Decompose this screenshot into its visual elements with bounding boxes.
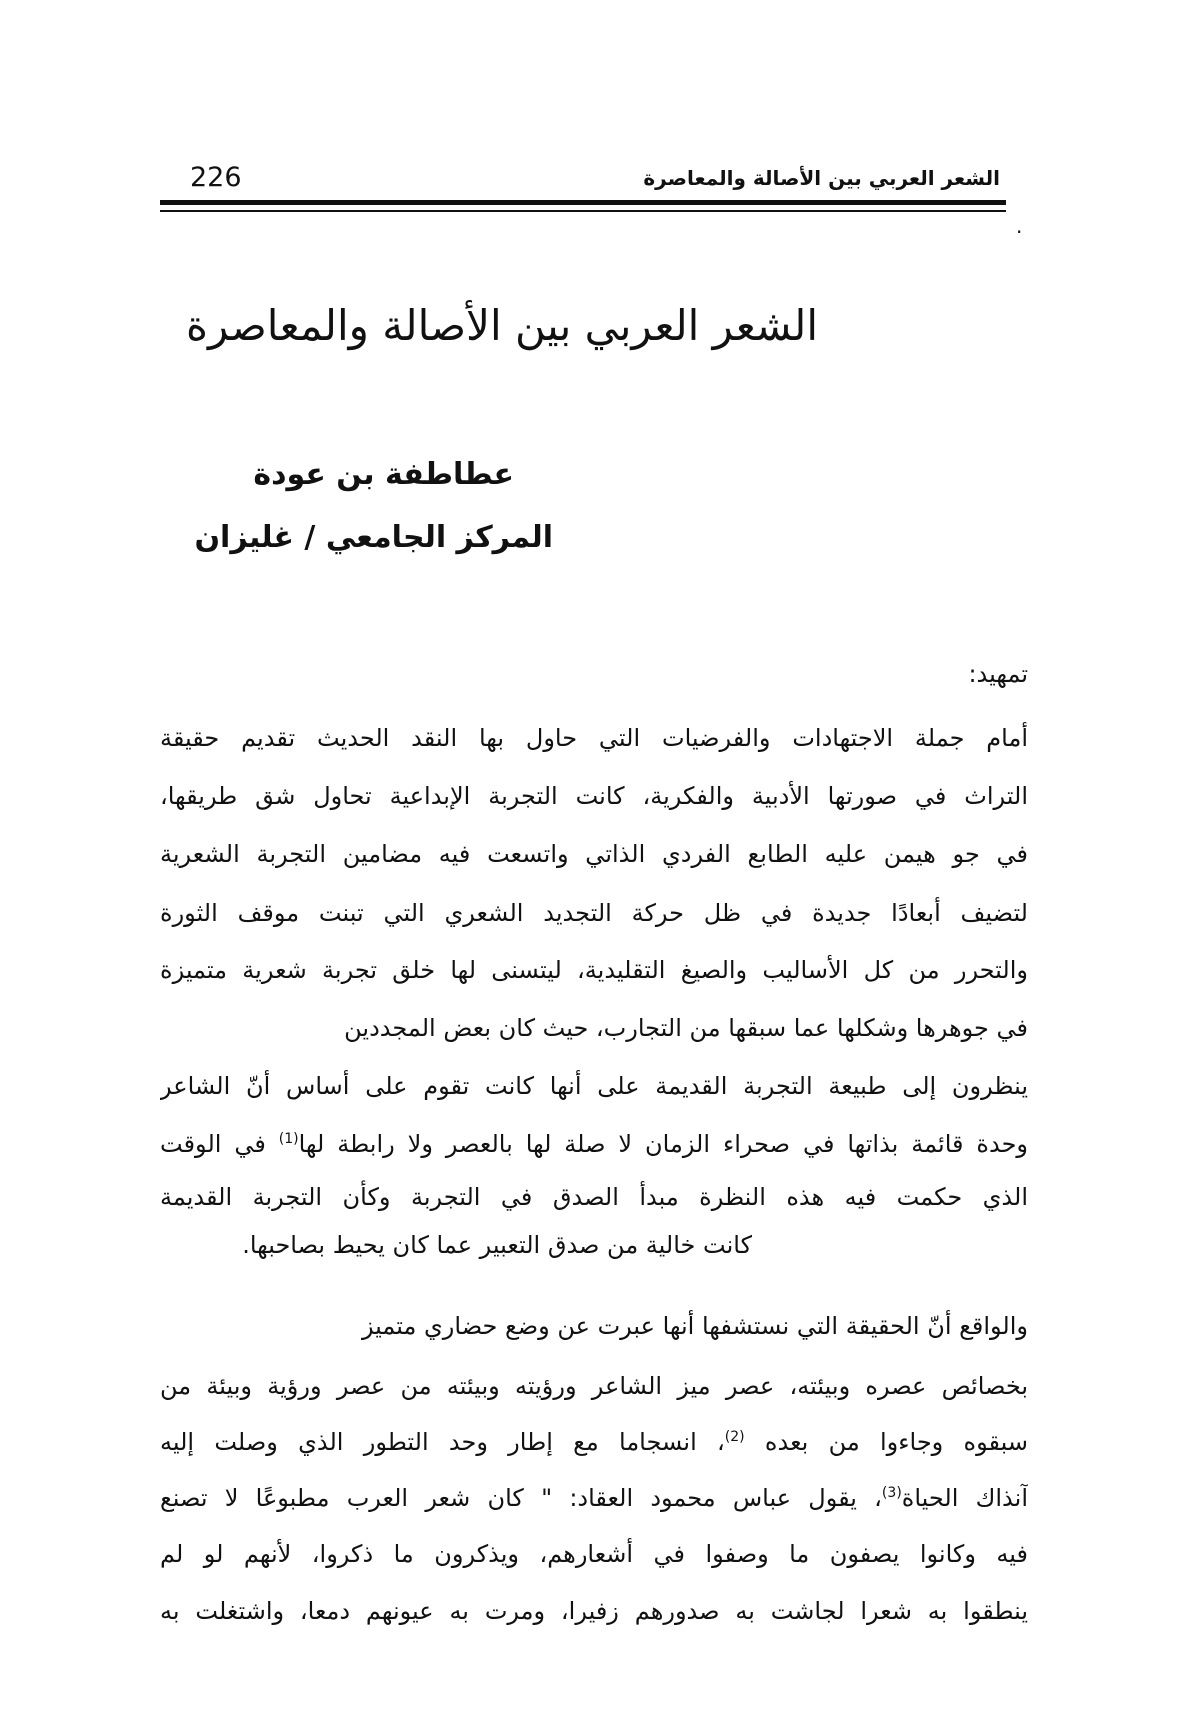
- footnote-ref: (2): [724, 1429, 745, 1445]
- paragraph-line: لتضيف أبعادًا جديدة في ظل حركة التجديد الشعري التي تبنت موقف الثورة: [160, 899, 1028, 927]
- header-rule-thick: [160, 200, 1006, 205]
- paragraph-line: في جو هيمن عليه الطابع الفردي الذاتي واتسعت فيه مضامين التجربة الشعرية: [160, 840, 1028, 868]
- line-text: آنذاك الحياة: [901, 1484, 1028, 1512]
- article-title: الشعر العربي بين الأصالة والمعاصرة: [185, 301, 818, 350]
- running-title: الشعر العربي بين الأصالة والمعاصرة: [643, 166, 1000, 190]
- line-text: سبقوه وجاءوا من بعده: [744, 1428, 1028, 1456]
- paragraph-line-with-footnote: [160, 1124, 1028, 1164]
- line-text: في الوقت: [160, 1130, 279, 1158]
- paragraph-line: والتحرر من كل الأساليب والصيغ التقليدية، ليتسنى لها خلق تجربة شعرية متميزة: [160, 956, 1028, 984]
- line-text: ، انسجاما مع إطار وحد التطور الذي وصلت إليه: [160, 1428, 725, 1456]
- section-heading: تمهيد:: [968, 660, 1028, 688]
- paragraph-line: في جوهرها وشكلها عما سبقها من التجارب، حيث كان بعض المجددين: [344, 1014, 1028, 1042]
- paragraph-line: ينطقوا به شعرا لجاشت به صدورهم زفيرا، ومرت به عيونهم دمعا، واشتغلت به: [160, 1597, 1028, 1625]
- footnote-ref: (3): [881, 1485, 902, 1501]
- stray-mark: .: [1016, 214, 1023, 238]
- author-affiliation: المركز الجامعي / غليزان: [194, 520, 553, 555]
- footnote-ref: (1): [278, 1131, 299, 1147]
- paragraph-line-with-footnote: [160, 1422, 1028, 1462]
- author-name: عطاطفة بن عودة: [253, 457, 514, 492]
- page-number: 226: [190, 162, 242, 193]
- line-text: وحدة قائمة بذاتها في صحراء الزمان لا صلة لها بالعصر ولا رابطة لها: [298, 1130, 1028, 1158]
- paragraph-line: بخصائص عصره وبيئته، عصر ميز الشاعر ورؤيته وبيئته من عصر ورؤية وبيئة من: [160, 1372, 1028, 1400]
- paragraph-line: ينظرون إلى طبيعة التجربة القديمة على أنها كانت تقوم على أساس أنّ الشاعر: [160, 1072, 1028, 1100]
- paragraph-line-with-footnote: [160, 1478, 1028, 1518]
- header-rule-thin: [160, 210, 1006, 212]
- paragraph-line: أمام جملة الاجتهادات والفرضيات التي حاول بها النقد الحديث تقديم حقيقة: [160, 724, 1028, 752]
- paragraph-line: فيه وكانوا يصفون ما وصفوا في أشعارهم، ويذكرون ما ذكروا، لأنهم لو لم: [160, 1540, 1028, 1568]
- paragraph-line: والواقع أنّ الحقيقة التي نستشفها أنها عبرت عن وضع حضاري متميز: [361, 1312, 1028, 1340]
- paragraph-line: كانت خالية من صدق التعبير عما كان يحيط بصاحبها.: [242, 1231, 752, 1259]
- line-text: ، يقول عباس محمود العقاد: " كان شعر العرب مطبوعًا لا تصنع: [160, 1484, 882, 1512]
- paragraph-line: التراث في صورتها الأدبية والفكرية، كانت التجربة الإبداعية تحاول شق طريقها،: [160, 782, 1028, 810]
- paragraph-line: الذي حكمت فيه هذه النظرة مبدأ الصدق في التجربة وكأن التجربة القديمة: [160, 1183, 1028, 1211]
